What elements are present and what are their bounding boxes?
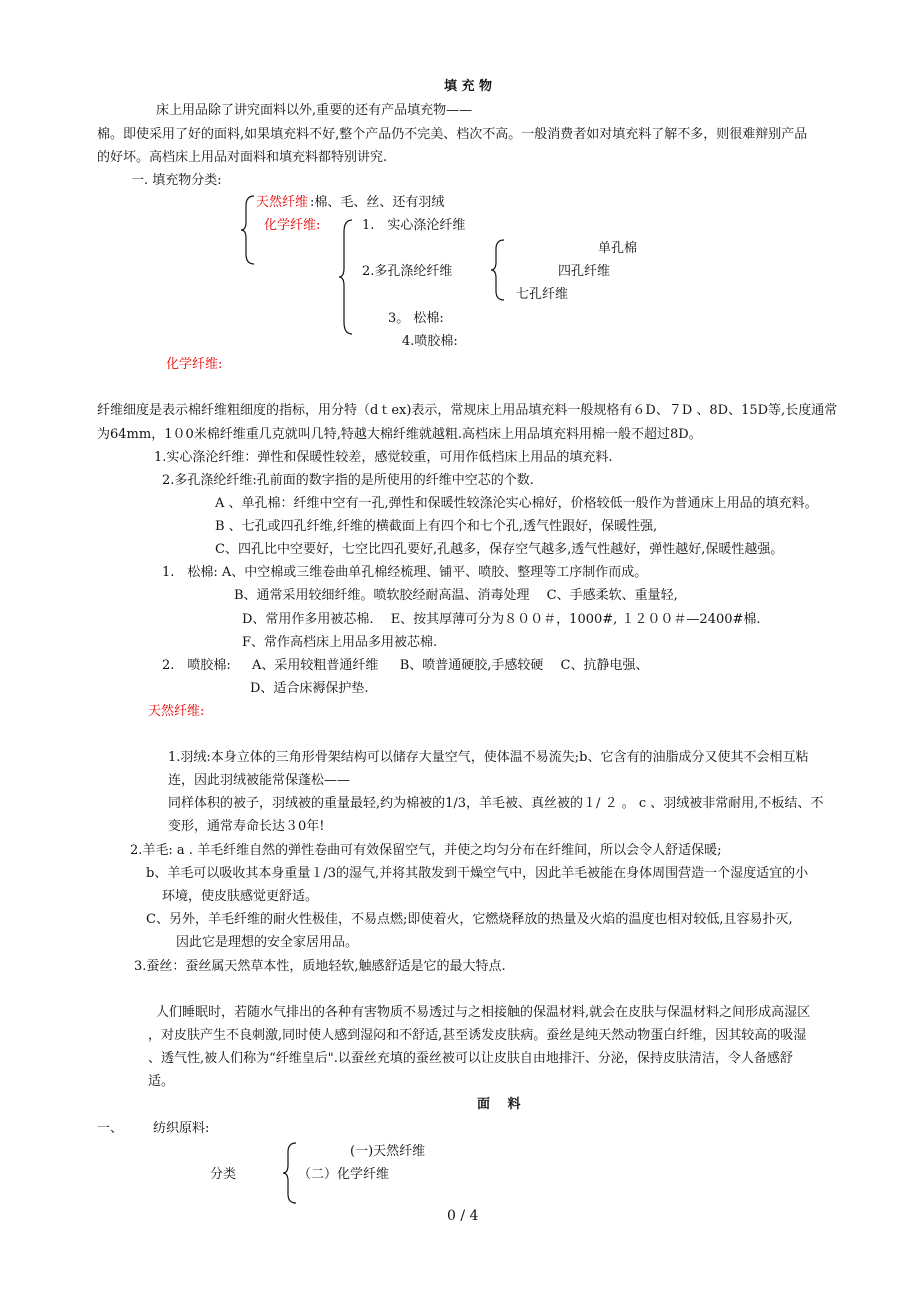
- down-line: 同样体积的被子，羽绒被的重量最轻,约为棉被的1/3，羊毛被、真丝被的１/ ２ 。 c 、羽绒被非常耐用,不板结、不: [168, 796, 824, 811]
- list-item: D、常用作多用被芯棉. E、按其厚薄可分为８００＃，1000#, １２００＃—2400#棉.: [242, 612, 761, 627]
- list-item: B、通常采用较细纤维。喷软胶经耐高温、消毒处理 C、手感柔软、重量轻,: [234, 588, 678, 603]
- silk-paragraph: 、透气性,被人们称为“纤维皇后".以蚕丝充填的蚕丝被可以让皮肤自由地排汗、分泌，保持皮肤清洁，令人备感舒: [148, 1051, 793, 1066]
- fiber-line: 纤维细度是表示棉纤维粗细度的指标，用分特（dｔex)表示，常规床上用品填充料一般规格有６D、７D 、8D、15D等,长度通常: [97, 403, 838, 418]
- tree-item: 4.喷胶棉:: [402, 334, 458, 349]
- wool-line: C、另外，羊毛纤维的耐火性极佳，不易点燃;即使着火，它燃烧释放的热量及火焰的温度也相对较低,且容易扑灭,: [146, 912, 793, 927]
- tree-item: 1. 实心涤沦纤维: [362, 218, 466, 233]
- list-item: A 、单孔棉：纤维中空有一孔,弹性和保暖性较涤沦实心棉好，价格较低一般作为普通床上用品的填充料。: [215, 496, 818, 511]
- intro-line: 棉。即使采用了好的面料,如果填充料不好,整个产品仍不完美、档次不高。一般消费者如对填充料了解不多，则很难辩别产品: [97, 127, 808, 142]
- section-heading: 一. 填充物分类:: [131, 173, 222, 188]
- page-number: 0 / 4: [447, 1208, 479, 1224]
- list-item: 1.实心涤沦纤维：弹性和保暖性较差，感觉较重，可用作低档床上用品的填充料.: [154, 450, 613, 465]
- fabric-title: 面 料: [477, 1097, 521, 1112]
- silk-paragraph: 人们睡眠时，若随水气排出的各种有害物质不易透过与之相接触的保温材料,就会在皮肤与保温材料之间形成高湿区: [156, 1005, 811, 1020]
- page-title: 填 充 物: [444, 79, 493, 94]
- chemical-fiber-label: 化学纤维:: [264, 218, 321, 233]
- natural-fiber-label: 天然纤维: [256, 195, 309, 210]
- down-line: 连，因此羽绒被能常保蓬松——: [168, 773, 351, 788]
- list-item: 2.多孔涤纶纤维:孔前面的数字指的是所使用的纤维中空芯的个数.: [162, 473, 534, 488]
- left-brace-icon: [338, 218, 354, 336]
- tree-subitem: 七孔纤维: [516, 287, 569, 302]
- fabric-option: （二）化学纤维: [298, 1167, 390, 1182]
- left-brace-icon: [490, 238, 506, 302]
- wool-line: b、羊毛可以吸收其本身重量１/3的湿气,并将其散发到干燥空气中，因此羊毛被能在身体周围营造一个湿度适宜的小: [146, 866, 809, 881]
- fiber-line: 为64mm，1０0米棉纤维重几克就叫几特,特越大棉纤维就越粗.高档床上用品填充料用棉一般不超过8D。: [97, 427, 702, 442]
- fabric-number: 一、: [97, 1121, 124, 1136]
- tree-subitem: 单孔棉: [598, 241, 638, 256]
- wool-line: 因此它是理想的安全家居用品。: [176, 935, 359, 950]
- down-line: 变形，通常寿命长达３0年!: [168, 819, 325, 834]
- down-line: 1.羽绒:本身立体的三角形骨架结构可以储存大量空气，使体温不易流失;b、它含有的油脂成分又使其不会相互粘: [168, 750, 809, 765]
- wool-line: 环境，使皮肤感觉更舒适。: [162, 889, 319, 904]
- list-item: 1. 松棉: A、中空棉或三维卷曲单孔棉经梳理、铺平、喷胶、整理等工序制作而成。: [162, 565, 648, 580]
- list-item: D、适合床褥保护垫.: [250, 681, 369, 696]
- left-brace-icon: [240, 194, 256, 266]
- natural-fiber-heading: 天然纤维:: [148, 704, 205, 719]
- tree-item: 3。 松棉:: [388, 311, 444, 326]
- intro-line: 的好坏。高档床上用品对面料和填充料都特别讲究.: [97, 150, 388, 165]
- list-item: 2. 喷胶棉: A、采用较粗普通纤维 B、喷普通硬胶,手感较硬 C、抗静电强、: [162, 658, 649, 673]
- tree-subitem: 四孔纤维: [558, 264, 611, 279]
- list-item: B 、七孔或四孔纤维,纤维的横截面上有四个和七个孔,透气性跟好，保暖性强,: [215, 519, 658, 534]
- intro-line: 床上用品除了讲究面料以外,重要的还有产品填充物——: [156, 103, 473, 118]
- natural-fiber-desc: :棉、毛、丝、还有羽绒: [310, 195, 445, 210]
- chemical-fiber-heading: 化学纤维:: [166, 357, 223, 372]
- left-brace-icon: [282, 1141, 298, 1205]
- list-item: C、四孔比中空要好，七空比四孔要好,孔越多，保存空气越多,透气性越好，弹性越好,保暖性越强。: [215, 542, 784, 557]
- tree-item: 2.多孔涤纶纤维: [362, 264, 453, 279]
- fabric-heading: 纺织原料:: [153, 1121, 210, 1136]
- silk-paragraph: 适。: [148, 1074, 175, 1089]
- silk-paragraph: ，对皮肤产生不良刺激,同时使人感到湿闷和不舒适,甚至诱发皮肤病。蚕丝是纯天然动物蛋白纤维，因其较高的吸湿: [148, 1028, 807, 1043]
- silk-line: 3.蚕丝：蚕丝属天然草本性，质地轻软,触感舒适是它的最大特点.: [134, 959, 506, 974]
- list-item: F、常作高档床上用品多用被芯棉.: [242, 635, 438, 650]
- fabric-option: (一)天然纤维: [350, 1144, 426, 1159]
- fabric-class-label: 分类: [210, 1167, 237, 1182]
- wool-line: 2.羊毛: a . 羊毛纤维自然的弹性卷曲可有效保留空气，并使之均匀分布在纤维间，所以会令人舒适保暖;: [130, 843, 722, 858]
